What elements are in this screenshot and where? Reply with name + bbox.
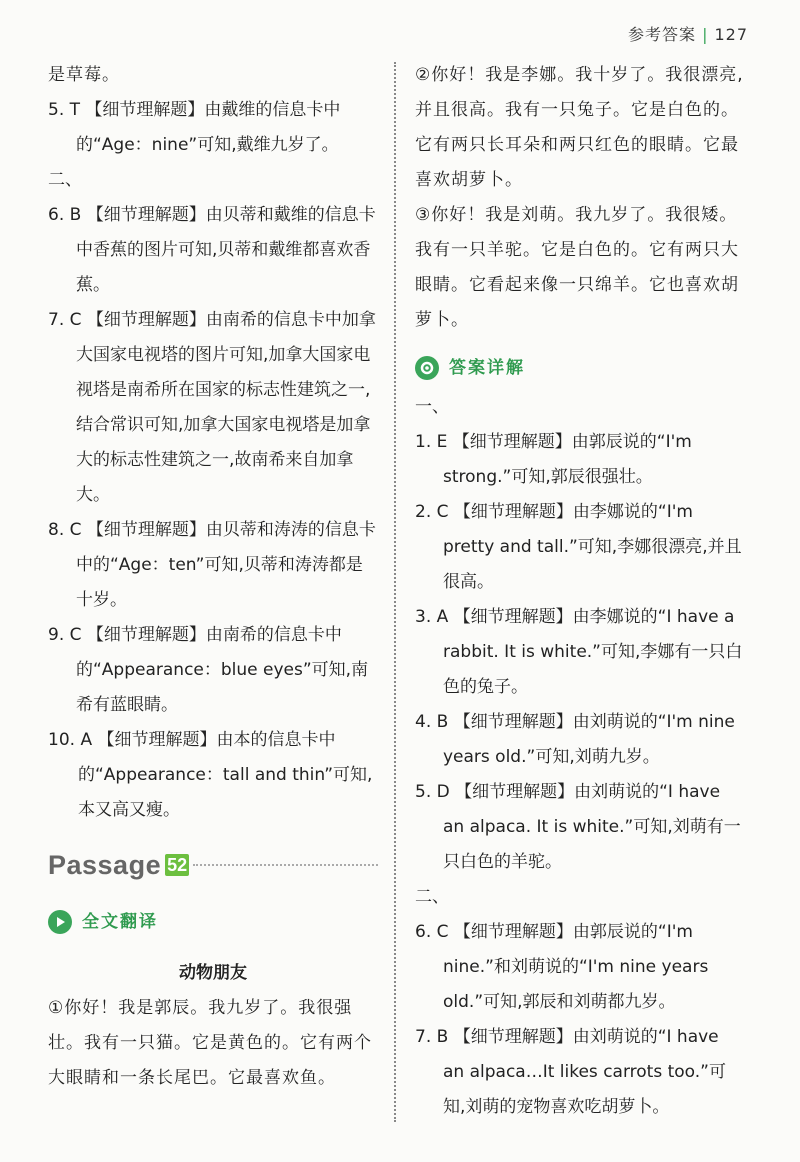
answer-item-r7: 7. B 【细节理解题】由刘萌说的“I have an alpaca…It likes carrots too.”可知,刘萌的宠物喜欢吃胡萝卜。 — [415, 1027, 726, 1117]
answer-item-r4: 4. B 【细节理解题】由刘萌说的“I'm nine years old.”可知,刘萌九岁。 — [415, 712, 735, 767]
passage-number: 52 — [167, 855, 188, 875]
left-column — [48, 58, 378, 1096]
answer-item-10: 10. A 【细节理解题】由本的信息卡中的“Appearance：tall and thin”可知,本又高又瘦。 — [48, 730, 373, 820]
answers-label: 答案详解 — [449, 357, 525, 378]
answer-item-r6: 6. C 【细节理解题】由郭辰说的“I'm nine.”和刘萌说的“I'm nine years old.”可知,郭辰和刘萌都九岁。 — [415, 922, 709, 1012]
translation-badge — [48, 900, 378, 944]
story-paragraph-2: ②你好！我是李娜。我十岁了。我很漂亮,并且很高。我有一只兔子。它是白色的。它有两只长耳朵和两只红色的眼睛。它最喜欢胡萝卜。 — [415, 65, 744, 190]
passage-rule — [193, 864, 378, 866]
answer-item-7: 7. C 【细节理解题】由南希的信息卡中加拿大国家电视塔的图片可知,加拿大国家电视塔是南希所在国家的标志性建筑之一,结合常识可知,加拿大国家电视塔是加拿大的标志性建筑之一,故南希来自加拿大。 — [48, 310, 376, 505]
answers-icon — [415, 356, 439, 380]
right-column — [415, 58, 745, 1125]
page-number: 127 — [714, 25, 748, 44]
answer-item-r1: 1. E 【细节理解题】由郭辰说的“I'm strong.”可知,郭辰很强壮。 — [415, 432, 692, 487]
passage-heading — [48, 838, 378, 892]
section-heading-two: 二、 — [48, 170, 82, 190]
answer-item-r2: 2. C 【细节理解题】由李娜说的“I'm pretty and tall.”可知,李娜很漂亮,并且很高。 — [415, 502, 742, 592]
passage-word: Passage — [48, 849, 162, 880]
header-separator: | — [702, 25, 709, 44]
translation-label: 全文翻译 — [82, 911, 158, 932]
answer-item-r3: 3. A 【细节理解题】由李娜说的“I have a rabbit. It is white.”可知,李娜有一只白色的兔子。 — [415, 607, 743, 697]
story-title: 动物朋友 — [179, 963, 247, 983]
story-paragraph-3: ③你好！我是刘萌。我九岁了。我很矮。我有一只羊驼。它是白色的。它有两只大眼睛。它看起来像一只绵羊。它也喜欢胡萝卜。 — [415, 205, 739, 330]
continuation-text: 是草莓。 — [48, 65, 120, 85]
answer-item-9: 9. C 【细节理解题】由南希的信息卡中的“Appearance：blue eyes”可知,南希有蓝眼睛。 — [48, 625, 369, 715]
answer-item-r5: 5. D 【细节理解题】由刘萌说的“I have an alpaca. It is white.”可知,刘萌有一只白色的羊驼。 — [415, 782, 741, 872]
answer-item-5: 5. T 【细节理解题】由戴维的信息卡中的“Age：nine”可知,戴维九岁了。 — [48, 100, 341, 155]
answer-item-8: 8. C 【细节理解题】由贝蒂和涛涛的信息卡中的“Age：ten”可知,贝蒂和涛涛都是十岁。 — [48, 520, 376, 610]
answers-badge — [415, 346, 745, 390]
section-title: 参考答案 — [628, 25, 697, 44]
play-icon — [48, 910, 72, 934]
answer-item-6: 6. B 【细节理解题】由贝蒂和戴维的信息卡中香蕉的图片可知,贝蒂和戴维都喜欢香蕉。 — [48, 205, 376, 295]
section-heading-two-right: 二、 — [415, 887, 449, 907]
story-paragraph-1: ①你好！我是郭辰。我九岁了。我很强壮。我有一只猫。它是黄色的。它有两个大眼睛和一条长尾巴。它最喜欢鱼。 — [48, 998, 372, 1088]
section-heading-one: 一、 — [415, 397, 449, 417]
column-divider — [394, 62, 396, 1122]
page-header — [628, 22, 748, 45]
